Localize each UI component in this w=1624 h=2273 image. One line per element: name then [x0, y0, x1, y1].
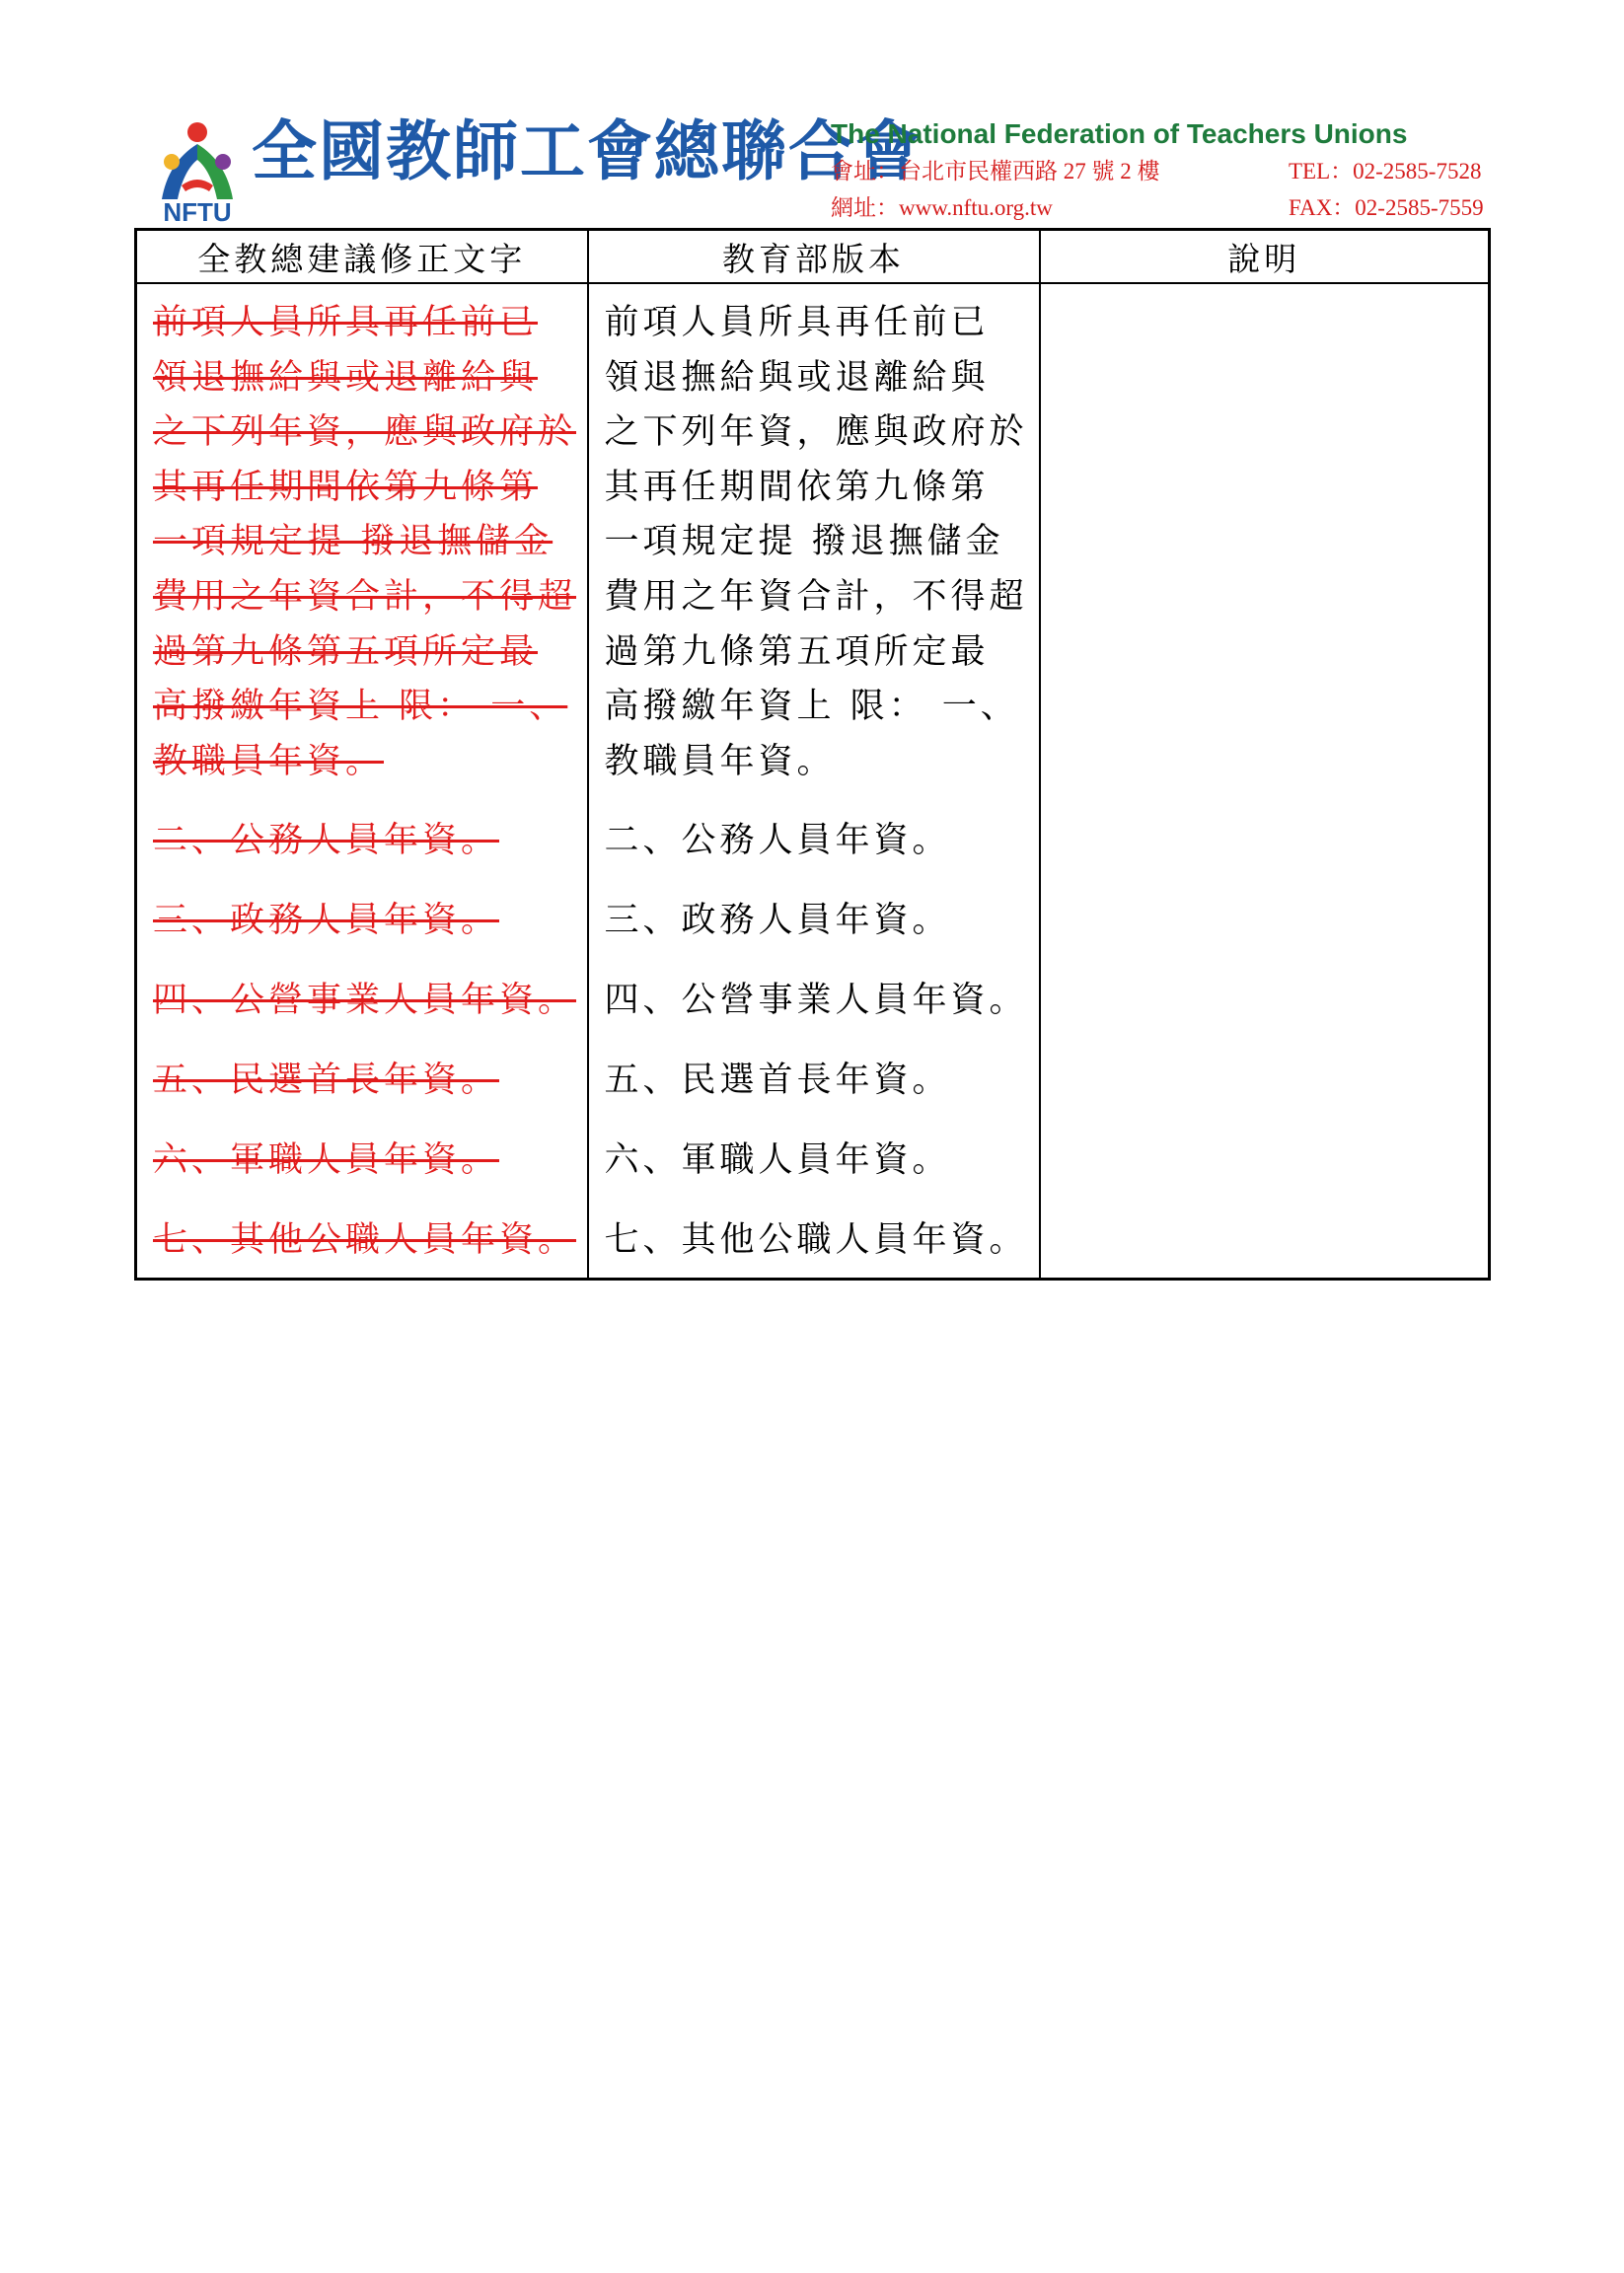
proposed-line: 教職員年資。	[153, 741, 385, 781]
org-website: 網址：www.nftu.org.tw	[831, 195, 1053, 220]
proposed-item: 三、政務人員年資。	[153, 901, 500, 941]
nftu-logo	[148, 116, 247, 225]
proposed-line: 費用之年資合計，不得超	[153, 576, 577, 617]
proposed-line: 高撥繳年資上 限： 一、	[153, 687, 568, 727]
moe-item: 二、公務人員年資。	[604, 821, 951, 861]
org-name-chinese: 全國教師工會總聯合會	[252, 112, 923, 189]
proposed-line: 其再任期間依第九條第	[153, 467, 539, 507]
moe-item: 五、民選首長年資。	[604, 1061, 951, 1101]
moe-line: 費用之年資合計，不得超	[604, 576, 1028, 617]
amendment-comparison-table	[134, 228, 1491, 1281]
moe-line: 過第九條第五項所定最	[604, 631, 990, 672]
proposed-item: 四、公營事業人員年資。	[153, 981, 577, 1021]
proposed-item: 五、民選首長年資。	[153, 1061, 500, 1101]
moe-line: 高撥繳年資上 限： 一、	[604, 687, 1019, 727]
moe-line: 一項規定提 撥退撫儲金	[604, 522, 1004, 562]
proposed-paragraph	[137, 296, 587, 789]
org-address: 會址：台北市民權西路 27 號 2 樓	[831, 159, 1160, 183]
org-fax: FAX：02-2585-7559	[1289, 195, 1484, 220]
proposed-line: 之下列年資，應與政府於	[153, 412, 577, 453]
logo-text: NFTU	[163, 197, 232, 225]
header-explanation: 說明	[1040, 230, 1490, 284]
nftu-logo-icon	[148, 116, 247, 225]
table-header-row	[136, 230, 1490, 284]
table-row	[136, 283, 1490, 1280]
proposed-line: 領退撫給與或退離給與	[153, 357, 539, 398]
moe-item: 七、其他公職人員年資。	[604, 1220, 1028, 1261]
moe-paragraph	[589, 296, 1039, 789]
header-proposed-revision: 全教總建議修正文字	[136, 230, 588, 284]
moe-line: 其再任期間依第九條第	[604, 467, 990, 507]
moe-item: 四、公營事業人員年資。	[604, 981, 1028, 1021]
proposed-item: 二、公務人員年資。	[153, 821, 500, 861]
org-telephone: TEL：02-2585-7528	[1289, 159, 1482, 183]
moe-line: 領退撫給與或退離給與	[604, 357, 990, 398]
moe-line: 前項人員所具再任前已	[604, 303, 990, 342]
proposed-revision-cell	[136, 283, 588, 1280]
moe-item: 三、政務人員年資。	[604, 901, 951, 941]
header-moe-version: 教育部版本	[588, 230, 1040, 284]
org-name-english: The National Federation of Teachers Unions	[831, 118, 1408, 149]
proposed-line: 過第九條第五項所定最	[153, 631, 539, 672]
proposed-line: 一項規定提 撥退撫儲金	[153, 522, 554, 562]
proposed-item: 六、軍職人員年資。	[153, 1140, 500, 1181]
proposed-line: 前項人員所具再任前已	[153, 303, 539, 342]
moe-line: 之下列年資，應與政府於	[604, 412, 1028, 453]
proposed-item: 七、其他公職人員年資。	[153, 1220, 577, 1261]
moe-version-cell	[588, 283, 1040, 1280]
moe-item: 六、軍職人員年資。	[604, 1140, 951, 1181]
moe-line: 教職員年資。	[604, 741, 836, 781]
explanation-cell	[1040, 283, 1490, 1280]
